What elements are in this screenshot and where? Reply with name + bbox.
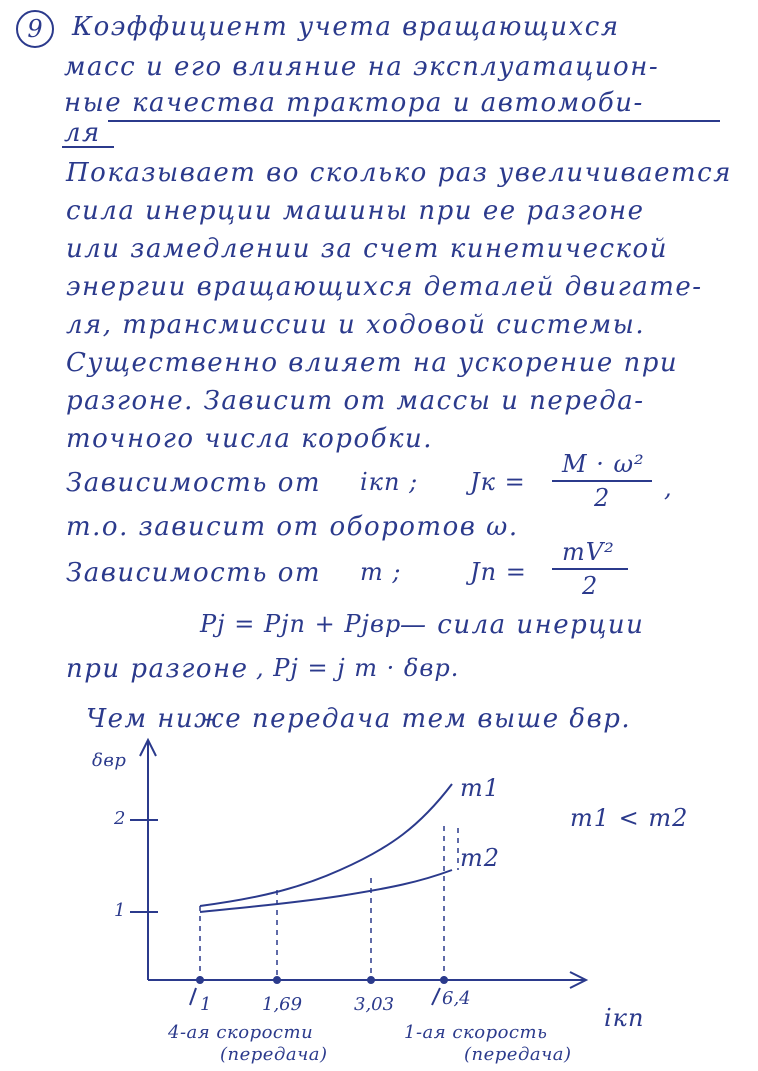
arrow-to-64: [432, 988, 440, 1005]
heading-line-1: Коэффициент учета вращающихся: [72, 12, 620, 42]
formula-jk-fraction-bar: [552, 480, 652, 482]
heading-line-2: масс и его влияние на эксплуатацион-: [64, 52, 660, 82]
x-tick-label-169: 1,69: [262, 994, 303, 1015]
curve-m1: [200, 784, 452, 906]
dependence-m-variable: m ;: [360, 558, 402, 586]
paragraph-line: Показывает во сколько раз увеличивается: [66, 158, 732, 188]
conclusion: Чем ниже передача тем выше δвр.: [86, 704, 632, 734]
paragraph-line: точного числа коробки.: [66, 424, 434, 454]
formula-jk-left: Jк =: [470, 468, 526, 496]
paragraph-line: Существенно влияет на ускорение при: [66, 348, 679, 378]
note-ikp: т.о. зависит от оборотов ω.: [66, 512, 519, 542]
paragraph-line: разгоне. Зависит от массы и переда-: [66, 386, 645, 416]
paragraph-line: или замедлении за счет кинетической: [66, 234, 668, 264]
caption-left-line-1: 4-ая скорости: [168, 1022, 314, 1043]
mass-relation: m1 < m2: [570, 804, 689, 832]
arrow-to-1: [190, 988, 196, 1005]
force-equation-meaning: — сила инерции: [400, 610, 645, 640]
x-tick-label-303: 3,03: [354, 994, 395, 1015]
y-axis-label: δвр: [92, 750, 127, 771]
curve-label-m1: m1: [460, 774, 501, 802]
heading-underline-1: [108, 120, 720, 122]
dependence-m-label: Зависимость от: [66, 558, 322, 588]
x-tick-label-1: 1: [200, 994, 212, 1015]
heading-line-3: ные качества трактора и автомоби-: [64, 88, 644, 118]
force-equation-2: , Pj = j m · δвр.: [256, 654, 460, 682]
paragraph-line: энергии вращающихся деталей двигате-: [66, 272, 703, 302]
y-tick-label-2: 2: [114, 808, 126, 829]
formula-jp-fraction-bar: [552, 568, 628, 570]
question-number: 9: [16, 10, 54, 48]
paragraph-line: ля, трансмиссии и ходовой системы.: [66, 310, 646, 340]
curve-label-m2: m2: [460, 844, 501, 872]
dependence-ikp-variable: iкп ;: [360, 468, 419, 496]
force-equation: Pj = Pjп + Pjвр: [200, 610, 402, 638]
paragraph-line: сила инерции машины при ее разгоне: [66, 196, 645, 226]
caption-left-line-2: (передача): [220, 1044, 328, 1065]
caption-right-line-1: 1-ая скорость: [404, 1022, 548, 1043]
x-point-64: [441, 977, 447, 983]
formula-jk-denominator: 2: [594, 484, 611, 512]
formula-jp-denominator: 2: [582, 572, 599, 600]
formula-jk-numerator: M · ω²: [562, 450, 645, 478]
force-equation-2-prefix: при разгоне: [66, 654, 249, 684]
x-point-1: [197, 977, 203, 983]
dependence-ikp-label: Зависимость от: [66, 468, 322, 498]
heading-line-4: ля: [64, 118, 101, 148]
x-axis-label: iкп: [604, 1004, 645, 1032]
x-point-303: [368, 977, 374, 983]
formula-jp-left: Jп =: [470, 558, 527, 586]
formula-jk-comma: ,: [664, 474, 673, 502]
caption-right-line-2: (передача): [464, 1044, 572, 1065]
x-tick-label-64: 6,4: [442, 988, 471, 1009]
heading-underline-2: [62, 146, 114, 148]
y-tick-label-1: 1: [114, 900, 126, 921]
x-point-169: [274, 977, 280, 983]
formula-jp-numerator: mV²: [562, 538, 615, 566]
